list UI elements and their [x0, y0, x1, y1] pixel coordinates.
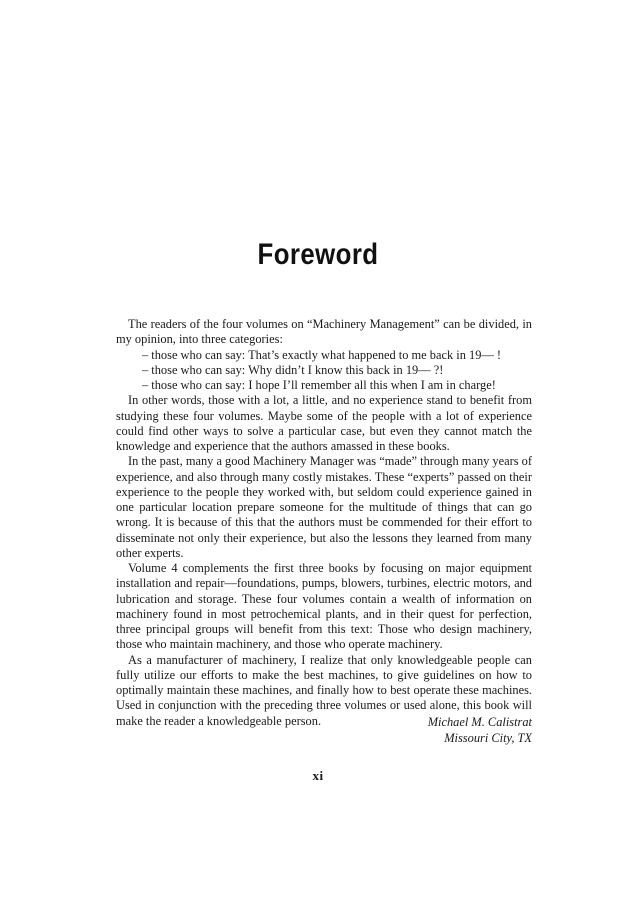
intro-paragraph: The readers of the four volumes on “Machinery Management” can be divided, in my opinion, into three categories:	[116, 317, 532, 347]
category-item-2: – those who can say: Why didn’t I know this back in 19–– ?!	[142, 362, 444, 377]
paragraph-4: As a manufacturer of machinery, I realize that only knowledgeable people can fully utilize our efforts to make the best machines, to give guidelines on how to optimally maintain these machines, and finally how to best operate these machines. Used in conjunction with the preceding three volumes or used alone, this book will make the reader a knowledgeable person.	[116, 652, 532, 728]
page-title: Foreword	[257, 238, 379, 271]
signature-block	[428, 715, 532, 746]
author-name: Michael M. Calistrat	[427, 715, 532, 729]
paragraph-1: In other words, those with a lot, a little, and no experience stand to benefit from studying these four volumes. Maybe some of the people with a lot of experience could find other ways to solve a particular case, but even they cannot match the knowledge and experience that the authors amassed in these books.	[116, 393, 532, 453]
paragraph-2: In the past, many a good Machinery Manager was “made” through many years of experience, and also through many costly mistakes. These “experts” passed on their experience to the people they worked with, but seldom could experience gained in one particular location prepare someone for the multitude of things that can go wrong. It is because of this that the authors must be commended for their effort to disseminate not only their experience, but also the lessons they learned from many other experts.	[116, 454, 532, 560]
paragraph-3: Volume 4 complements the first three books by focusing on major equipment installation and repair—foundations, pumps, blowers, turbines, electric motors, and lubrication and storage. These four volumes contain a wealth of information on machinery found in most petrochemical plants, and in their quest for perfection, three principal groups will benefit from this text: Those who design machinery, those who maintain machinery, and those who operate machinery.	[116, 561, 532, 652]
page-number: xi	[312, 768, 324, 783]
author-location: Missouri City, TX	[444, 730, 532, 745]
category-item-1: – those who can say: That’s exactly what happened to me back in 19–– !	[142, 347, 502, 362]
foreword-body	[116, 317, 532, 729]
category-item-3: – those who can say: I hope I’ll remember all this when I am in charge!	[142, 378, 496, 392]
